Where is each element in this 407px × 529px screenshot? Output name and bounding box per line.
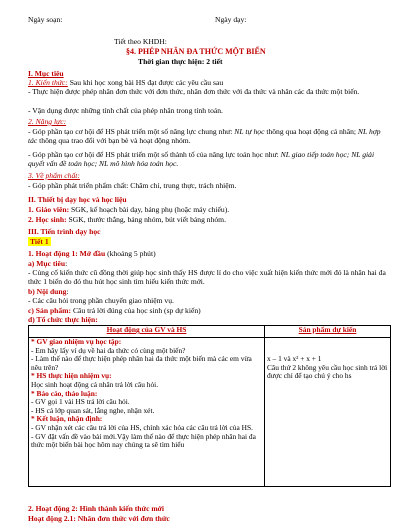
hs-label: 2. Học sinh:: [28, 215, 67, 224]
c-text: Câu trả lời đúng của học sinh (sp dự kiến): [71, 306, 201, 315]
section2-title: II. Thiết bị dạy học và học liệu: [28, 195, 127, 204]
nl-b2a: - Góp phần tạo cơ hội để HS phát triển một số thành tố của năng lực toán học như:: [28, 150, 281, 159]
pc-bullet-1: - Góp phần phát triển phẩm chất: Chăm chỉ, trung thực, trách nhiệm.: [28, 181, 237, 190]
b-label: b) Nội dung: [28, 287, 67, 296]
kt-text: Sau khi học xong bài HS đạt được các yêu cầu sau: [67, 78, 224, 87]
hs-text: SGK, thước thẳng, bảng nhóm, bút viết bảng nhóm.: [66, 215, 226, 224]
gv-label: 1. Giáo viên:: [28, 205, 70, 214]
gv-text: SGK, kế hoạch bài dạy, bảng phụ (hoặc máy chiếu).: [69, 205, 230, 214]
nl-b1d: NL hợp tác: [28, 127, 381, 145]
hd1-title: 1. Hoạt động 1: Mở đầu: [28, 249, 106, 258]
hd2-title: 2. Hoạt động 2: Hình thành kiến thức mới: [28, 504, 164, 513]
tiet-line: [28, 237, 51, 246]
lesson-time: Thời gian thực hiện: 2 tiết: [138, 57, 223, 66]
col-header-activities: Hoạt động của GV và HS: [29, 326, 265, 338]
bc-b: - HS cả lớp quan sát, lắng nghe, nhận xét.: [31, 405, 155, 415]
b-line: [28, 287, 69, 296]
gv1-title: * GV giao nhiệm vụ học tập:: [31, 337, 122, 346]
nl-label: 2. Năng lực:: [28, 117, 67, 126]
document-page: [28, 0, 390, 529]
nl-b1b: NL tự học: [234, 127, 265, 136]
kt-label: 1. Kiến thức:: [28, 78, 68, 87]
hd21-title: Hoạt động 2.1: Nhân đơn thức với đơn thức: [28, 514, 170, 523]
b-colon: :: [66, 287, 69, 296]
nl-b1e: thông qua trao đổi với bạn bè và hoạt động nhóm.: [37, 136, 191, 145]
hs1-a: Học sinh hoạt động cá nhân trả lời câu hỏi.: [31, 379, 159, 389]
kl-b: - GV đặt vấn đề vào bài mới.Vậy làm thế nào để thực hiện phép nhân hai đa thức một biến bài học hôm nay chúng ta sẽ tìm hiểu: [31, 431, 256, 450]
nl-b2b: NL giao tiếp toán học; NL giải quyết vấn đề toán học; NL mô hình hóa toán học.: [28, 150, 375, 168]
b-text: - Các câu hỏi trong phần chuyển giao nhiệm vụ.: [28, 296, 174, 305]
a-text: - Củng cố kiến thức cũ đồng thời giúp học sinh thấy HS được lí do cho việc xuất hiện kiến thức mới đó là nhân hai đa thức 1 biến do đó thu hút học sinh tìm hiểu kiến thức mới.: [28, 268, 386, 286]
bc-a: - GV gọi 1 vài HS trả lời câu hỏi.: [31, 397, 130, 407]
kt-bullet-1: - Thực hiện được phép nhân đơn thức với đơn thức, nhân đơn thức với đa thức và nhân các đa thức một biến.: [28, 87, 360, 96]
a-colon: :: [65, 259, 68, 268]
section3-title: III. Tiến trình dạy học: [28, 227, 101, 236]
kt-line: [28, 78, 223, 87]
sp-b: Câu thứ 2 không yêu cầu học sinh trả lời được chỉ để tạo chú ý cho hs: [267, 362, 388, 381]
c-line: [28, 306, 201, 315]
products-cell: [265, 338, 391, 487]
table-header-row: [29, 326, 391, 338]
sp-a: x – 1 và x² + x + 1: [267, 354, 322, 363]
pc-label: 3. Về phẩm chất:: [28, 171, 80, 180]
ngay-day: Ngày dạy:: [215, 15, 247, 24]
activities-cell: [29, 338, 265, 487]
hd1-time: (khoảng 5 phút): [105, 249, 156, 258]
gv1-a: - Em hãy lấy ví dụ về hai đa thức có cùng một biến?: [31, 345, 186, 355]
table-row: [29, 338, 391, 487]
activity-table: [28, 325, 391, 487]
gv1-b: - Làm thế nào để thực hiện phép nhân hai đa thức một biến mà các em vừa nêu trên?: [31, 354, 252, 372]
tiet-khdh: Tiết theo KHDH:: [114, 37, 167, 46]
gv-line: [28, 205, 229, 214]
kl-a: - GV nhận xét các câu trả lời của HS, chính xác hóa các câu trả lời của HS.: [31, 422, 253, 432]
c-label: c) Sản phẩm:: [28, 306, 72, 315]
a-line: [28, 259, 67, 268]
a-label: a) Mục tiêu: [28, 259, 66, 268]
nl-bullet-1: [28, 127, 390, 145]
kl-title: * Kết luận, nhận định:: [31, 414, 103, 424]
nl-bullet-2: [28, 150, 390, 168]
nl-b1c: thông qua hoạt động cá nhân;: [264, 127, 358, 136]
kt-bullet-2: - Vận dụng được những tính chất của phép nhân trong tính toán.: [28, 106, 223, 115]
section1-title: I. Mục tiêu: [28, 69, 64, 78]
hd1-line: [28, 249, 156, 258]
nl-b1a: - Góp phần tạo cơ hội để HS phát triển một số năng lực chung như:: [28, 127, 235, 136]
bc-title: * Báo cáo, thảo luận:: [31, 388, 98, 398]
hs1-title: * HS thực hiện nhiệm vụ:: [31, 371, 112, 381]
col-header-products: Sản phẩm dự kiến: [265, 326, 391, 338]
hs-line: [28, 215, 226, 224]
d-label: d) Tổ chức thực hiện:: [28, 315, 98, 324]
tiet-badge: Tiết 1: [30, 237, 49, 246]
ngay-soan: Ngày soạn:: [28, 15, 63, 24]
lesson-title: §4. PHÉP NHÂN ĐA THỨC MỘT BIẾN: [126, 47, 266, 56]
